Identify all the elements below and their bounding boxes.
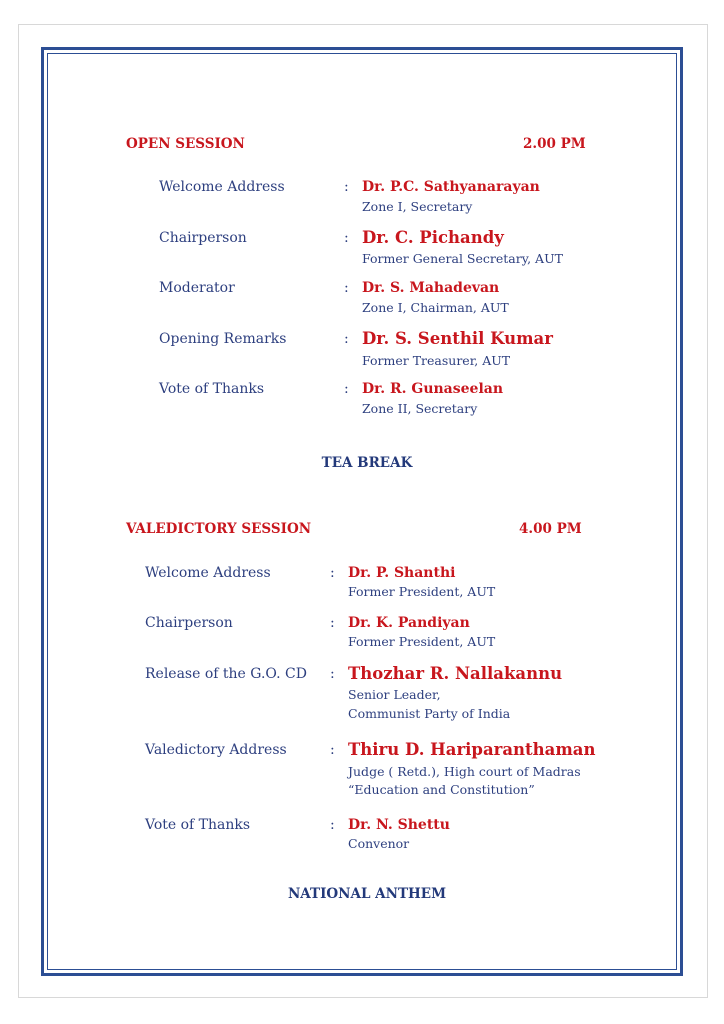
colon: : bbox=[330, 666, 335, 682]
val-role-chair: Chairperson bbox=[145, 615, 233, 631]
open-name-welcome: Dr. P.C. Sathyanarayan bbox=[362, 179, 540, 195]
open-detail-remarks: Former Treasurer, AUT bbox=[362, 353, 511, 368]
val-role-welcome: Welcome Address bbox=[145, 565, 271, 581]
open-name-remarks: Dr. S. Senthil Kumar bbox=[362, 329, 553, 348]
val-detail-chair: Former President, AUT bbox=[348, 634, 496, 649]
open-role-thanks: Vote of Thanks bbox=[159, 381, 265, 397]
tea-break-heading: TEA BREAK bbox=[321, 455, 413, 471]
open-detail-moderator: Zone I, Chairman, AUT bbox=[362, 300, 509, 315]
open-role-moderator: Moderator bbox=[159, 280, 235, 296]
val-role-release: Release of the G.O. CD bbox=[145, 666, 307, 682]
val-detail-address-2: “Education and Constitution” bbox=[348, 782, 535, 797]
open-detail-thanks: Zone II, Secretary bbox=[362, 401, 478, 416]
open-name-chair: Dr. C. Pichandy bbox=[362, 228, 504, 247]
colon: : bbox=[344, 331, 349, 347]
open-detail-chair: Former General Secretary, AUT bbox=[362, 251, 563, 266]
val-detail-address-1: Judge ( Retd.), High court of Madras bbox=[348, 764, 581, 779]
val-role-address: Valedictory Address bbox=[145, 742, 287, 758]
val-name-address: Thiru D. Hariparanthaman bbox=[348, 740, 596, 759]
open-session-time: 2.00 PM bbox=[523, 136, 586, 152]
open-role-remarks: Opening Remarks bbox=[159, 331, 287, 347]
val-name-welcome: Dr. P. Shanthi bbox=[348, 565, 456, 581]
val-detail-release-2: Communist Party of India bbox=[348, 706, 511, 721]
val-role-thanks: Vote of Thanks bbox=[145, 817, 251, 833]
national-anthem-heading: NATIONAL ANTHEM bbox=[287, 886, 447, 902]
colon: : bbox=[330, 615, 335, 631]
val-name-chair: Dr. K. Pandiyan bbox=[348, 615, 470, 631]
val-detail-thanks: Convenor bbox=[348, 836, 410, 851]
colon: : bbox=[330, 565, 335, 581]
open-role-chair: Chairperson bbox=[159, 230, 247, 246]
open-session-title: OPEN SESSION bbox=[126, 136, 245, 152]
val-detail-release-1: Senior Leader, bbox=[348, 687, 441, 702]
colon: : bbox=[344, 179, 349, 195]
val-detail-welcome: Former President, AUT bbox=[348, 584, 496, 599]
valedictory-session-time: 4.00 PM bbox=[519, 521, 582, 537]
colon: : bbox=[344, 280, 349, 296]
open-name-moderator: Dr. S. Mahadevan bbox=[362, 280, 500, 296]
open-role-welcome: Welcome Address bbox=[159, 179, 285, 195]
colon: : bbox=[344, 230, 349, 246]
colon: : bbox=[344, 381, 349, 397]
open-detail-welcome: Zone I, Secretary bbox=[362, 199, 473, 214]
val-name-thanks: Dr. N. Shettu bbox=[348, 817, 450, 833]
colon: : bbox=[330, 742, 335, 758]
open-name-thanks: Dr. R. Gunaseelan bbox=[362, 381, 504, 397]
valedictory-session-title: VALEDICTORY SESSION bbox=[126, 521, 312, 537]
val-name-release: Thozhar R. Nallakannu bbox=[348, 664, 563, 683]
colon: : bbox=[330, 817, 335, 833]
